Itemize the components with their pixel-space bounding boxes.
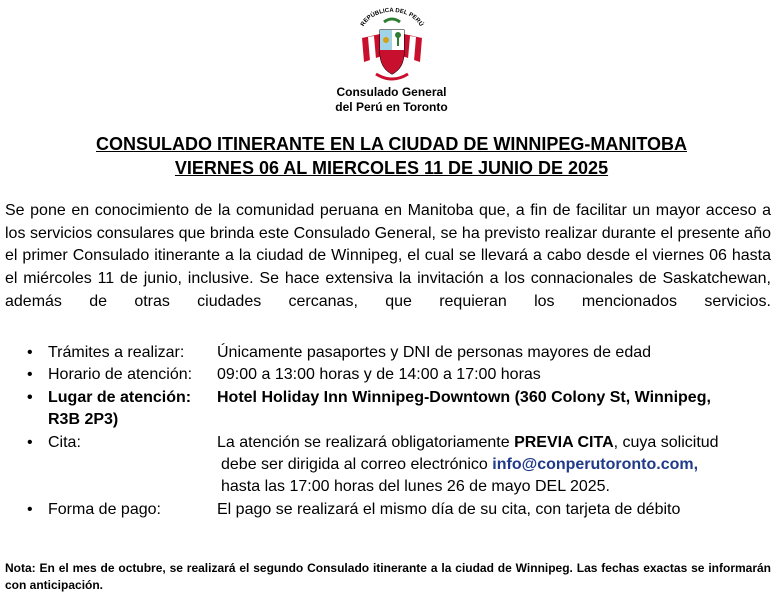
tramites-value: Únicamente pasaportes y DNI de personas mayores de edad [217,344,652,361]
pago-label: Forma de pago: [48,500,161,518]
page-title [0,132,783,180]
horario-label: Horario de atención: [48,366,193,384]
intro-paragraph: Se pone en conocimiento de la comunidad peruana en Manitoba que, a fin de facilitar un mayor acceso a los servicios consulares que brinda este Consulado General, se ha previsto realizar durante el presente año el primer Consulado itinerante a la ciudad de Winnipeg, el cual se llevará a cabo desde el viernes 06 hasta el miércoles 11 de junio, inclusive. Se hace extensiva la invitación a los connacionales de Saskatchewan, además de otras ciudades cercanas, que requieran los mencionados servicios. [5,202,771,310]
bullet-icon: • [27,500,33,518]
list-item-cita [0,432,783,499]
header [0,4,783,114]
pago-value: El pago se realizará el mismo día de su cita, con tarjeta de débito [217,500,681,518]
title-line2: VIERNES 06 AL MIERCOLES 11 DE JUNIO DE 2025 [174,158,609,178]
bullet-icon: • [27,388,33,406]
list-item-horario [0,364,783,386]
lugar-label: Lugar de atención: [48,388,192,406]
cita-text-a: La atención se realizará obligatoriamente [217,433,515,451]
cita-line2-text: debe ser dirigida al correo electrónico [221,456,493,474]
list-item-lugar [0,387,783,432]
details-list [0,342,783,521]
list-item-tramites [0,342,783,364]
bullet-icon: • [27,433,33,451]
list-item-pago [0,499,783,521]
cita-value-line2 [48,454,783,476]
cita-text-b: , cuya solicitud [613,433,719,451]
lugar-value-line2: R3B 2P3) [48,411,119,429]
bullet-icon: • [27,366,33,384]
org-name-line1: Consulado General [336,85,447,99]
title-line1: CONSULADO ITINERANTE EN LA CIUDAD DE WINNIPEG-MANITOBA [96,134,687,154]
horario-value: 09:00 a 13:00 horas y de 14:00 a 17:00 horas [217,366,541,384]
org-name-line2: del Perú en Toronto [335,100,448,114]
coat-of-arms-icon [354,4,430,84]
cita-value-line1 [217,432,783,454]
cita-previa-cita: PREVIA CITA [514,433,614,451]
bullet-icon: • [27,344,33,361]
email-link[interactable]: info@conperutoronto.com, [492,456,699,474]
cita-value-line3: hasta las 17:00 horas del lunes 26 de mayo DEL 2025. [221,478,610,496]
footer-note: Nota: En el mes de octubre, se realizará el segundo Consulado itinerante a la ciudad de Winnipeg. Las fechas exactas se informarán con anticipación. [5,561,771,592]
cita-label: Cita: [48,433,81,451]
svg-text:REPÚBLICA DEL PERÚ: REPÚBLICA DEL PERÚ [359,7,424,28]
tramites-label: Trámites a realizar: [48,344,185,361]
lugar-value-line1: Hotel Holiday Inn Winnipeg-Downtown (360 Colony St, Winnipeg, [217,388,711,406]
